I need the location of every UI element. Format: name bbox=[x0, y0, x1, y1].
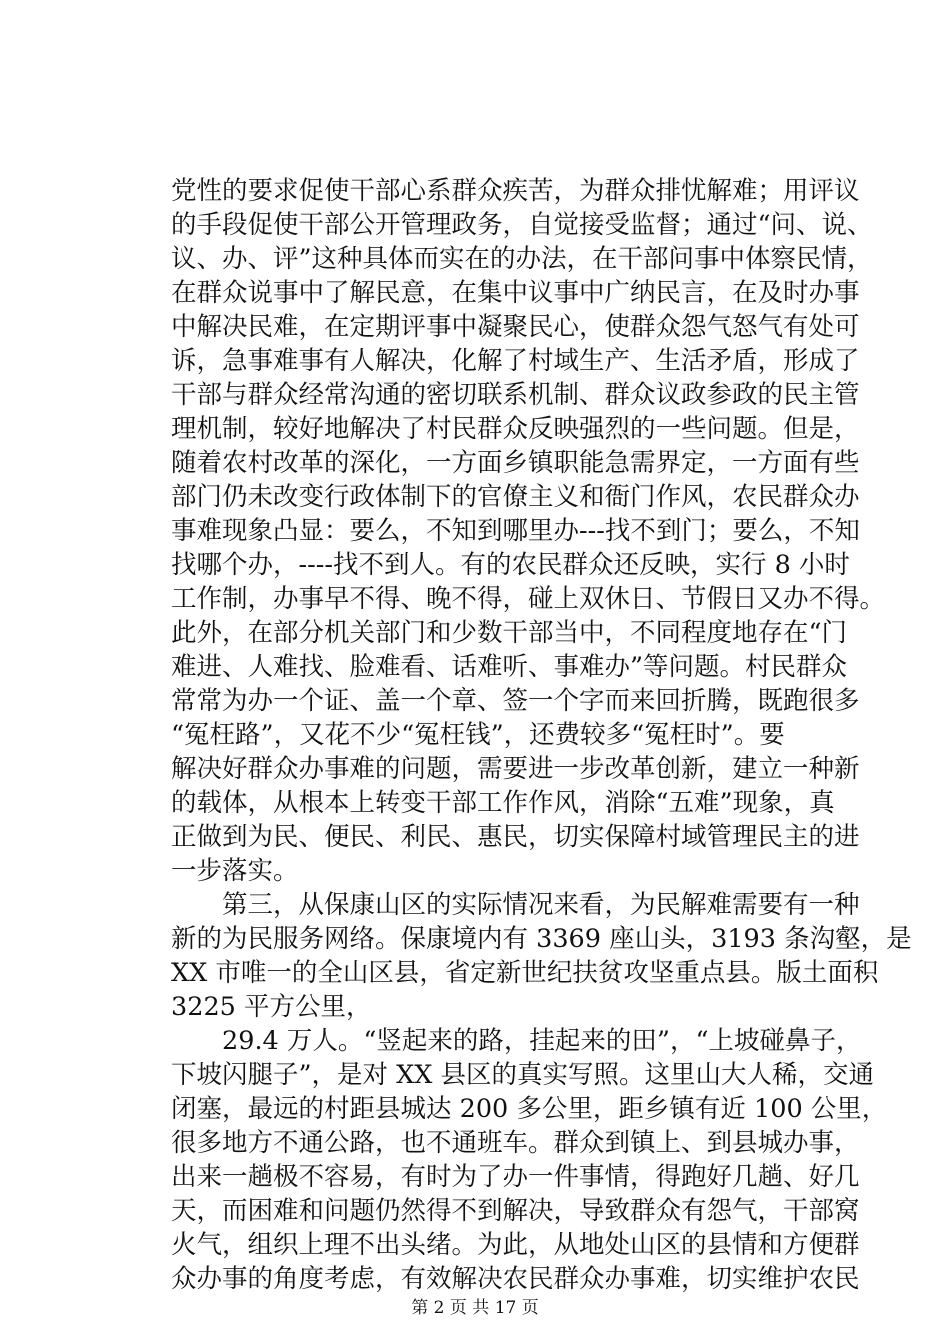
body-text-line: 随着农村改革的深化，一方面乡镇职能急需界定，一方面有些 bbox=[171, 448, 860, 478]
body-text-line: “冤枉路”，又花不少“冤枉钱”，还费较多“冤枉时”。要 bbox=[171, 720, 785, 750]
body-text-line: 正做到为民、便民、利民、惠民，切实保障村域管理民主的进 bbox=[171, 822, 860, 852]
body-text-line: 诉，急事难事有人解决，化解了村域生产、生活矛盾，形成了 bbox=[171, 346, 860, 376]
body-text-line: 常常为办一个证、盖一个章、签一个字而来回折腾，既跑很多 bbox=[171, 686, 860, 716]
body-text-line: 中解决民难，在定期评事中凝聚民心，使群众怨气怒气有处可 bbox=[171, 312, 860, 342]
body-text-line: 难进、人难找、脸难看、话难听、事难办”等问题。村民群众 bbox=[171, 652, 848, 682]
body-text-line: 议、办、评”这种具体而实在的办法，在干部问事中体察民情， bbox=[171, 244, 873, 274]
paragraph-start-line: 第三，从保康山区的实际情况来看，为民解难需要有一种 bbox=[171, 890, 860, 920]
body-text-line: 的手段促使干部公开管理政务，自觉接受监督；通过“问、说、 bbox=[171, 210, 873, 240]
body-text-line: 一步落实。 bbox=[171, 856, 299, 886]
body-text-line: 此外，在部分机关部门和少数干部当中，不同程度地存在“门 bbox=[171, 618, 848, 648]
body-text-line: 出来一趟极不容易，有时为了办一件事情，得跑好几趟、好几 bbox=[171, 1162, 860, 1192]
page-number-footer: 第 2 页 共 17 页 bbox=[411, 1298, 539, 1318]
body-text-line: XX 市唯一的全山区县，省定新世纪扶贫攻坚重点县。版土面积 bbox=[171, 958, 879, 988]
body-text-line: 的载体，从根本上转变干部工作作风，消除“五难”现象，真 bbox=[171, 788, 835, 818]
body-text-line: 天，而困难和问题仍然得不到解决，导致群众有怨气，干部窝 bbox=[171, 1196, 860, 1226]
body-text-line: 3225 平方公里， bbox=[171, 992, 372, 1022]
paragraph-start-line: 29.4 万人。“竖起来的路，挂起来的田”，“上坡碰鼻子， bbox=[171, 1026, 862, 1056]
body-text-line: 很多地方不通公路，也不通班车。群众到镇上、到县城办事， bbox=[171, 1128, 860, 1158]
body-text-line: 部门仍未改变行政体制下的官僚主义和衙门作风，农民群众办 bbox=[171, 482, 860, 512]
body-text-line: 党性的要求促使干部心系群众疾苦，为群众排忧解难；用评议 bbox=[171, 176, 860, 206]
body-text-line: 干部与群众经常沟通的密切联系机制、群众议政参政的民主管 bbox=[171, 380, 860, 410]
body-text-line: 在群众说事中了解民意，在集中议事中广纳民言，在及时办事 bbox=[171, 278, 860, 308]
body-text-line: 闭塞，最远的村距县城达 200 多公里，距乡镇有近 100 公里， bbox=[171, 1094, 888, 1124]
body-text-line: 找哪个办，----找不到人。有的农民群众还反映，实行 8 小时 bbox=[171, 550, 850, 580]
body-text-line: 下坡闪腿子”，是对 XX 县区的真实写照。这里山大人稀，交通 bbox=[171, 1060, 875, 1090]
body-text-line: 火气，组织上理不出头绪。为此，从地处山区的县情和方便群 bbox=[171, 1230, 860, 1260]
body-text-line: 解决好群众办事难的问题，需要进一步改革创新，建立一种新 bbox=[171, 754, 860, 784]
body-text-line: 事难现象凸显：要么，不知到哪里办---找不到门；要么，不知 bbox=[171, 516, 860, 546]
body-text-line: 新的为民服务网络。保康境内有 3369 座山头，3193 条沟壑，是 bbox=[171, 924, 912, 954]
body-text-line: 工作制，办事早不得、晚不得，碰上双休日、节假日又办不得。 bbox=[171, 584, 886, 614]
body-text-line: 理机制，较好地解决了村民群众反映强烈的一些问题。但是， bbox=[171, 414, 860, 444]
body-text-line: 众办事的角度考虑，有效解决农民群众办事难，切实维护农民 bbox=[171, 1264, 860, 1294]
